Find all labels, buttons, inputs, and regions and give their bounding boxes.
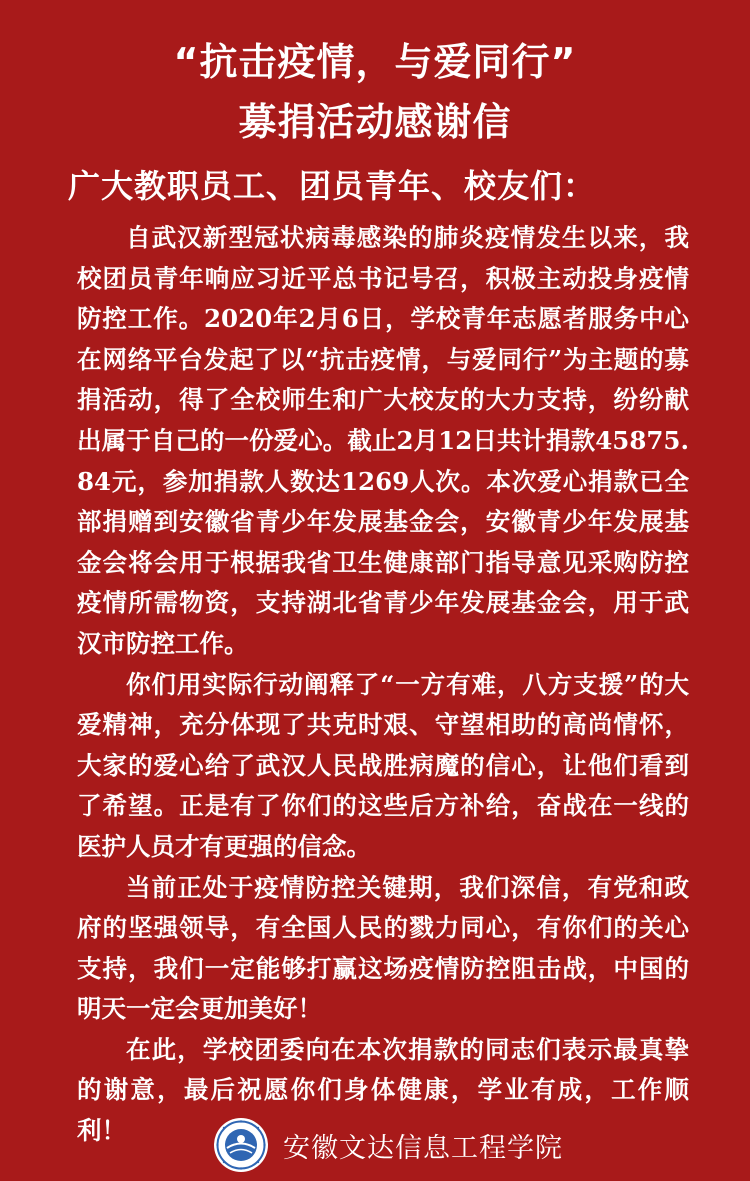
paragraph-thanks: 在此，学校团委向在本次捐款的同志们表示最真挚的谢意，最后祝愿你们身体健康，学业有成，工作顺利！ xyxy=(77,1034,689,1146)
letter-body xyxy=(77,218,689,1152)
letter-title-line1: “抗击疫情，与爱同行” xyxy=(173,40,577,84)
paragraph-confidence: 当前正处于疫情防控关键期，我们深信，有党和政府的坚强领导，有全国人民的戮力同心，有你们的关心支持，我们一定能够打赢这场疫情防控阻击战，中国的明天一定会更加美好！ xyxy=(77,872,689,1024)
paragraph-spirit: 你们用实际行动阐释了“一方有难，八方支援”的大爱精神，充分体现了共克时艰、守望相助的高尚情怀，大家的爱心给了武汉人民战胜病魔的信心，让他们看到了希望。正是有了你们的这些后方补给，奋战在一线的医护人员才有更强的信念。 xyxy=(77,669,689,861)
school-emblem-icon xyxy=(213,1117,269,1173)
footer xyxy=(213,1115,563,1175)
letter-title-line2: 募捐活动感谢信 xyxy=(238,100,512,144)
school-name: 安徽文达信息工程学院 xyxy=(283,1132,563,1164)
salutation: 广大教职员工、团员青年、校友们： xyxy=(68,167,597,205)
paragraph-donation-summary: 自武汉新型冠状病毒感染的肺炎疫情发生以来，我校团员青年响应习近平总书记号召，积极主动投身疫情防控工作。2020年2月6日，学校青年志愿者服务中心在网络平台发起了以“抗击疫情，与爱同行”为主题的募捐活动，得了全校师生和广大校友的大力支持，纷纷献出属于自己的一份爱心。截止2月12日共计捐款45875.84元，参加捐款人数达1269人次。本次爱心捐款已全部捐赠到安徽省青少年发展基金会，安徽青少年发展基金会将会用于根据我省卫生健康部门指导意见采购防控疫情所需物资，支持湖北省青少年发展基金会，用于武汉市防控工作。 xyxy=(77,223,689,658)
